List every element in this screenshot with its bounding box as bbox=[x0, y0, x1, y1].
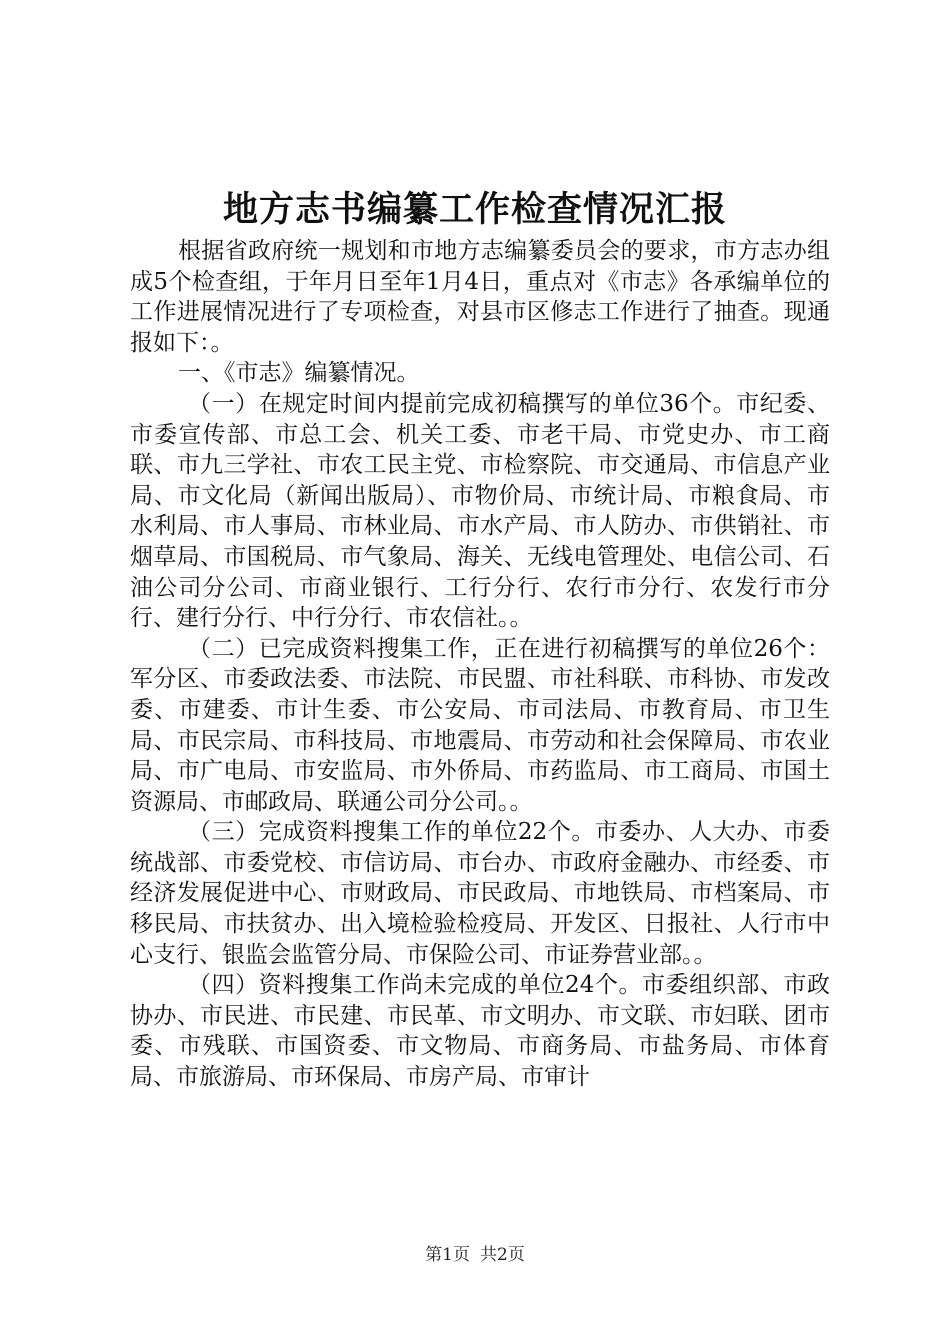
paragraph-item-1: （一）在规定时间内提前完成初稿撰写的单位36个。市纪委、市委宣传部、市总工会、机关工委、市老干局、市党史办、市工商联、市九三学社、市农工民主党、市检察院、市交通局、市信息产业局、市文化局（新闻出版局）、市物价局、市统计局、市粮食局、市水利局、市人事局、市林业局、市水产局、市人防办、市供销社、市烟草局、市国税局、市气象局、海关、无线电管理处、电信公司、石油公司分公司、市商业银行、工行分行、农行市分行、农发行市分行、建行分行、中行分行、市农信社。。 bbox=[130, 390, 830, 632]
section-heading: 一、《市志》编纂情况。 bbox=[178, 360, 420, 387]
page-total: 共2页 bbox=[480, 1245, 525, 1265]
paragraph-item-4: （四）资料搜集工作尚未完成的单位24个。市委组织部、市政协办、市民进、市民建、市民革、市文明办、市文联、市妇联、团市委、市残联、市国资委、市文物局、市商务局、市盐务局、市体育局、市旅游局、市环保局、市房产局、市审计 bbox=[130, 972, 830, 1091]
page-number: 第1页 bbox=[425, 1245, 470, 1265]
paragraph-item-2: （二）已完成资料搜集工作，正在进行初稿撰写的单位26个：军分区、市委政法委、市法院、市民盟、市社科联、市科协、市发改委、市建委、市计生委、市公安局、市司法局、市教育局、市卫生局、市民宗局、市科技局、市地震局、市劳动和社会保障局、市农业局、市广电局、市安监局、市外侨局、市药监局、市工商局、市国土资源局、市邮政局、联通公司分公司。。 bbox=[130, 635, 830, 815]
paragraph-intro: 根据省政府统一规划和市地方志编纂委员会的要求，市方志办组成5个检查组，于年月日至年1月4日，重点对《市志》各承编单位的工作进展情况进行了专项检查，对县市区修志工作进行了抽查。现通报如下：。 bbox=[130, 238, 830, 356]
document-title: 地方志书编纂工作检查情况汇报 bbox=[222, 189, 727, 230]
paragraph-item-3: （三）完成资料搜集工作的单位22个。市委办、人大办、市委统战部、市委党校、市信访局、市台办、市政府金融办、市经委、市经济发展促进中心、市财政局、市民政局、市地铁局、市档案局、市移民局、市扶贫办、出入境检验检疫局、开发区、日报社、人行市中心支行、银监会监管分局、市保险公司、市证券营业部。。 bbox=[130, 819, 830, 968]
document-body bbox=[130, 236, 830, 1093]
page-footer bbox=[0, 1243, 950, 1267]
